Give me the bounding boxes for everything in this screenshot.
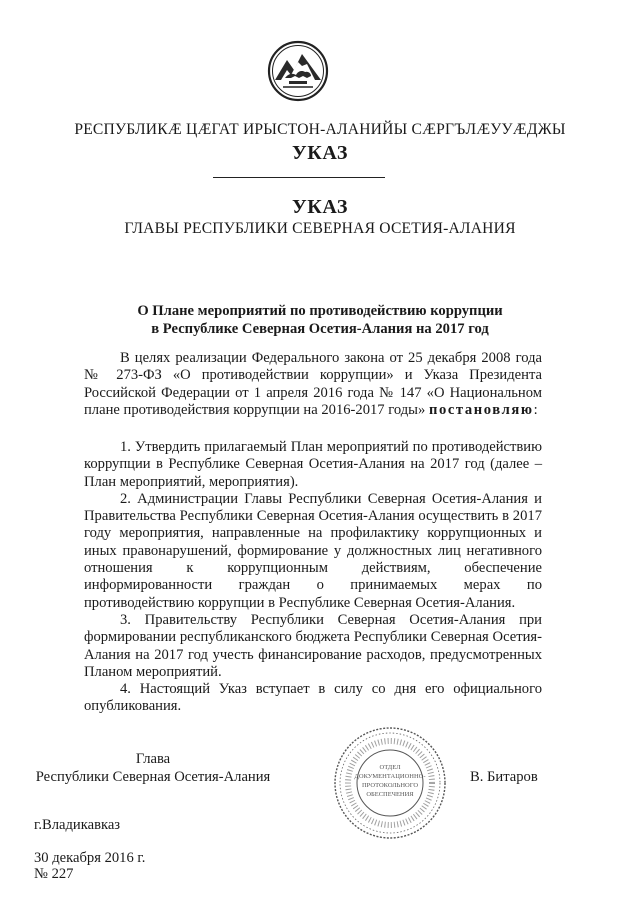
subject-line-1: О Плане мероприятий по противодействию коррупции	[137, 303, 503, 319]
signatory-title	[0, 750, 306, 786]
signatory-title-line-2: Республики Северная Осетия-Алания	[35, 769, 271, 785]
signatory-name: В. Битаров	[470, 769, 538, 785]
preamble-text: В целях реализации Федерального закона от 25 декабря 2008 года № 273-ФЗ «О противодействии коррупции» и Указа Президента Российской Федерации от 1 апреля 2016 года № 147 «О Национальном плане противодействия коррупции на 2016-2017 годы»	[84, 350, 542, 418]
decree-number: № 227	[34, 866, 74, 882]
decree-item-2: 2. Администрации Главы Республики Северная Осетия-Алания и Правительства Республики Северная Осетия-Алания осуществить в 2017 году мероприятия, направленные на профилактику коррупционных и иных правонарушений, формирование у должностных лиц негативного отношения к коррупционным действиям, обеспечение информированности граждан о принимаемых мерах по противодействию коррупции в Республике Северная Осетия-Алания.	[84, 490, 542, 611]
preamble-colon: :	[533, 401, 538, 418]
decree-word: постановляю	[428, 401, 534, 418]
coat-of-arms-emblem	[267, 40, 329, 102]
place-of-signing: г.Владикавказ	[34, 817, 121, 833]
header-ossetian-line: РЕСПУБЛИКӔ ЦӔГАТ ИРЫСТОН-АЛАНИЙЫ СӔРГЪЛӔУУӔДЖЫ	[74, 121, 566, 138]
stamp-line-3: ПРОТОКОЛЬНОГО	[361, 782, 419, 789]
title-russian: УКАЗ	[291, 196, 349, 218]
preamble	[84, 350, 542, 419]
stamp-line-1: ОТДЕЛ	[379, 764, 401, 771]
official-stamp	[332, 725, 448, 841]
decree-subject	[0, 302, 640, 338]
decree-item-4: 4. Настоящий Указ вступает в силу со дня его официального опубликования.	[84, 681, 542, 715]
preamble-paragraph	[84, 350, 542, 419]
header-divider	[213, 177, 385, 178]
decree-items	[84, 439, 542, 716]
decree-item-3: 3. Правительству Республики Северная Осетия-Алания при формировании республиканского бюджета Республики Северная Осетия-Алания на 2017 год учесть финансирование расходов, предусмотренных Планом мероприятий.	[84, 611, 542, 680]
header-russian-line: ГЛАВЫ РЕСПУБЛИКИ СЕВЕРНАЯ ОСЕТИЯ-АЛАНИЯ	[124, 220, 516, 237]
stamp-line-4: ОБЕСПЕЧЕНИЯ	[366, 791, 414, 798]
subject-line-2: в Республике Северная Осетия-Алания на 2017 год	[151, 321, 489, 337]
decree-date: 30 декабря 2016 г.	[34, 850, 146, 866]
decree-item-1: 1. Утвердить прилагаемый План мероприятий по противодействию коррупции в Республике Северная Осетия-Алания на 2017 год (далее – План мероприятий, мероприятия).	[84, 439, 542, 490]
title-ossetian: УКАЗ	[291, 142, 349, 164]
signatory-title-line-1: Глава	[135, 751, 171, 767]
stamp-line-2: ДОКУМЕНТАЦИОННО-	[354, 773, 426, 780]
